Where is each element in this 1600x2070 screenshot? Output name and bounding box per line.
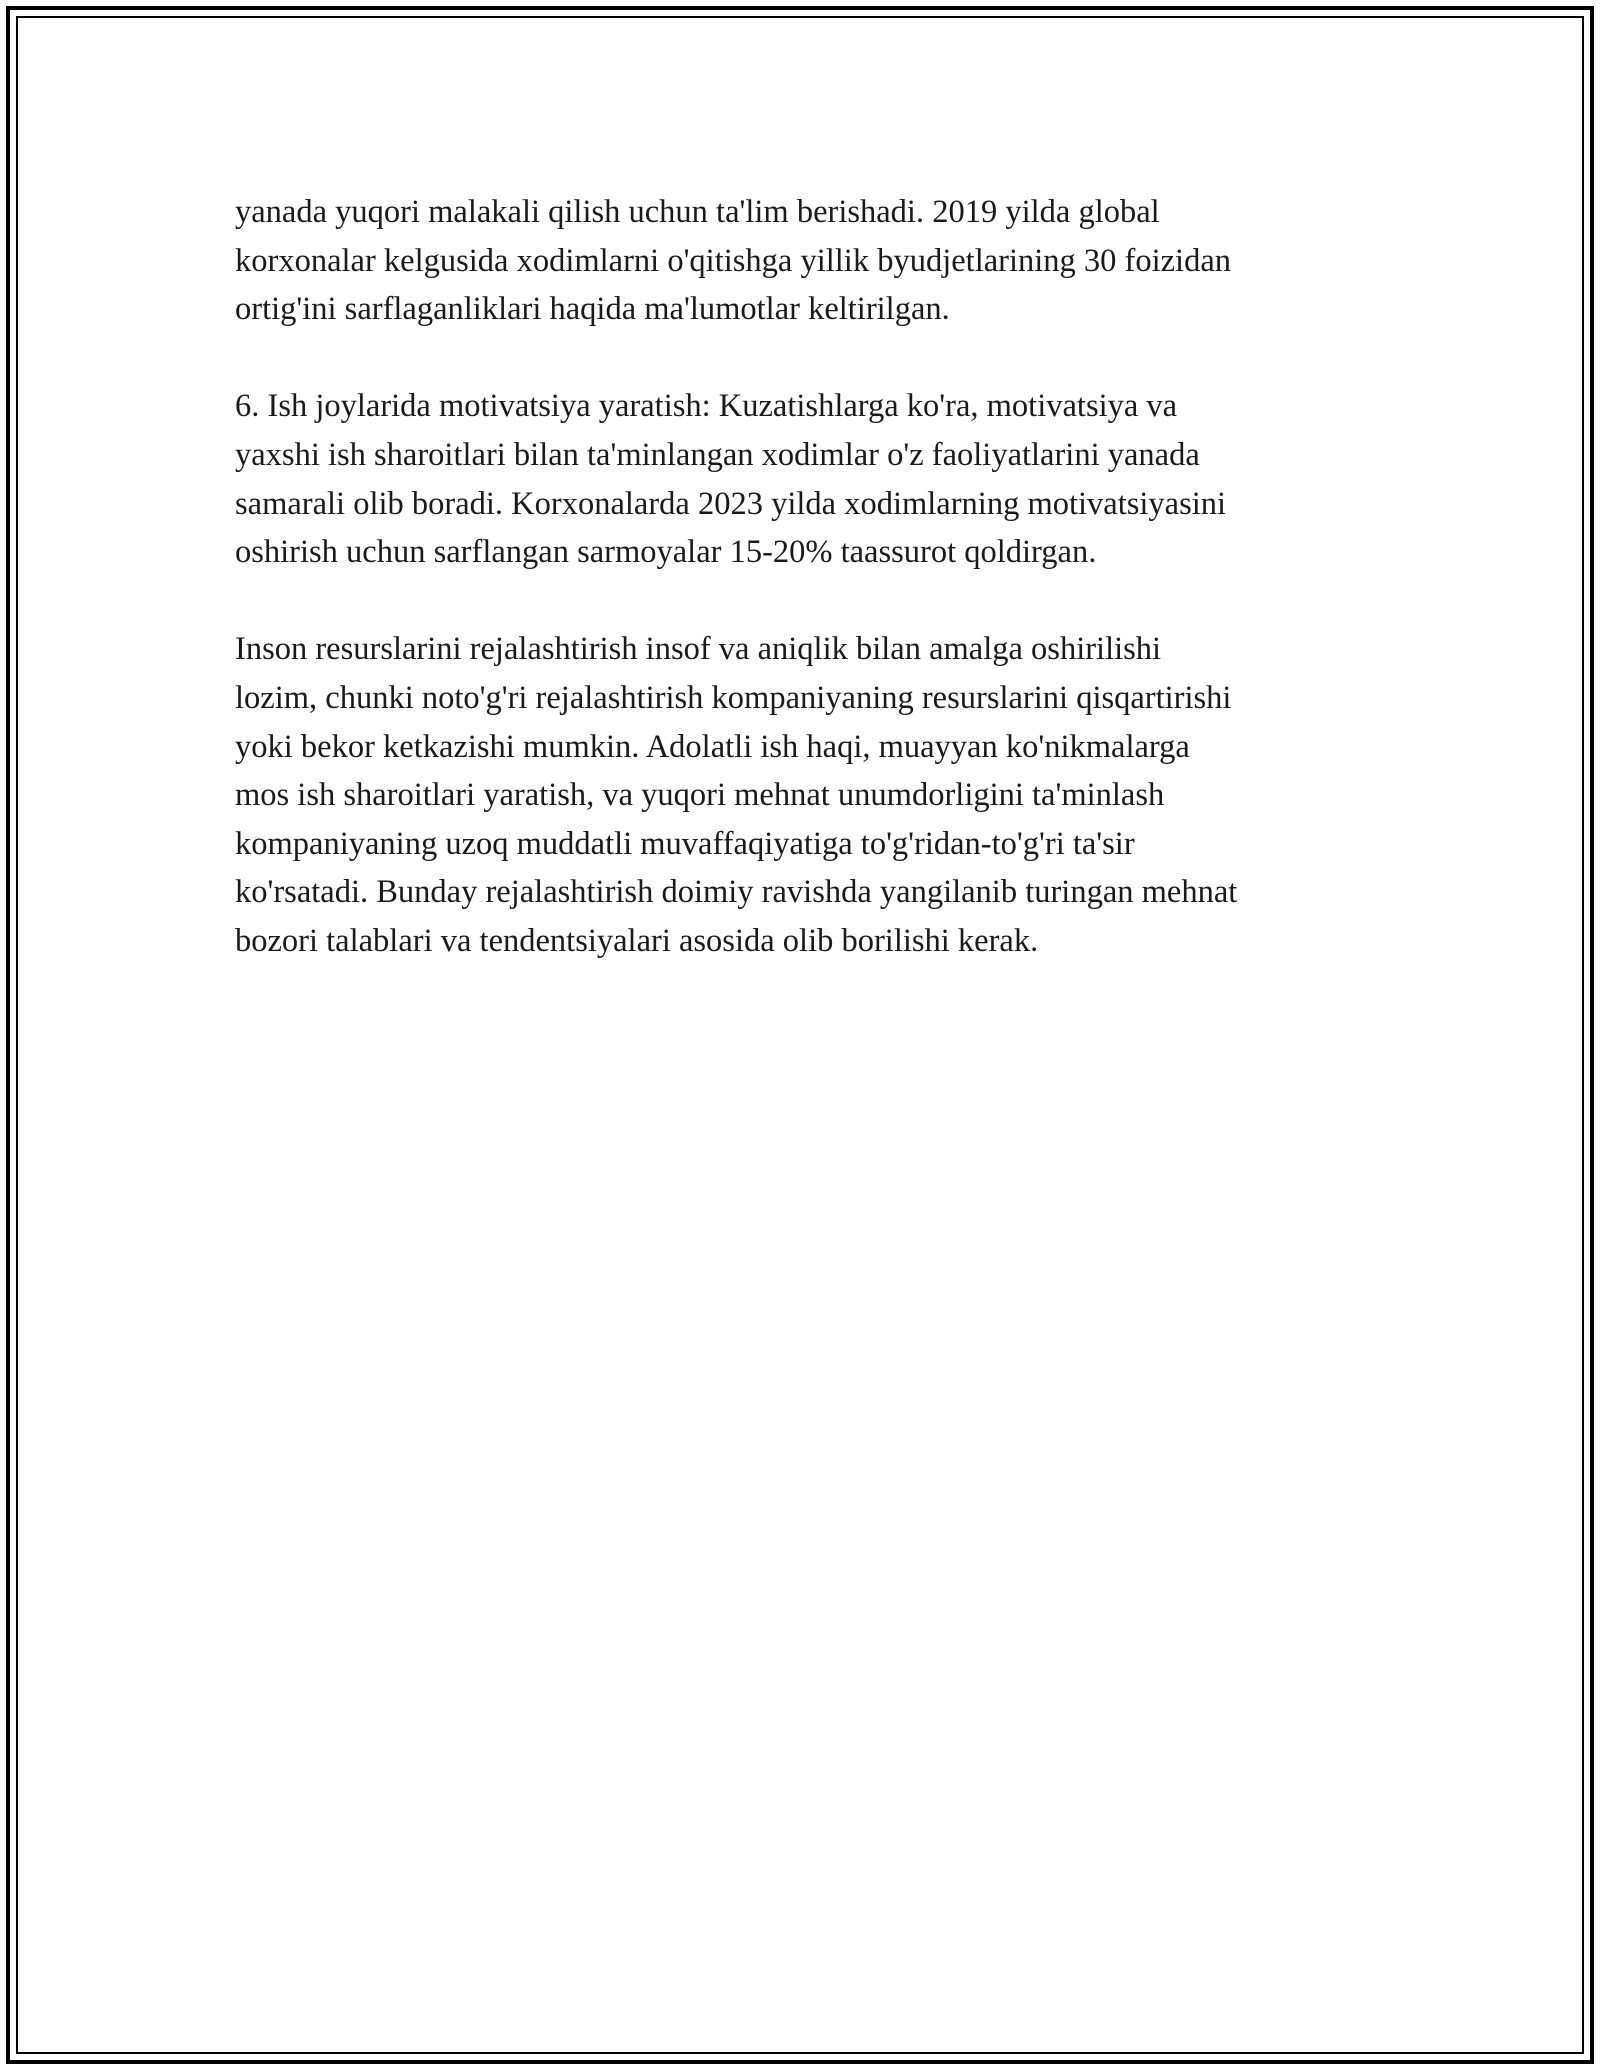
paragraph-training-budgets	[235, 188, 1405, 334]
text-line: ko'rsatadi. Bunday rejalashtirish doimiy ravishda yangilanib turingan mehnat	[235, 874, 1238, 911]
text-line: ortig'ini sarflaganliklari haqida ma'lumotlar keltirilgan.	[235, 291, 950, 328]
text-line: samarali olib boradi. Korxonalarda 2023 yilda xodimlarning motivatsiyasini	[235, 485, 1227, 522]
paragraph-hr-planning	[235, 625, 1405, 965]
text-line: Inson resurslarini rejalashtirish insof va aniqlik bilan amalga oshirilishi	[235, 631, 1162, 668]
text-line: lozim, chunki noto'g'ri rejalashtirish kompaniyaning resurslarini qisqartirishi	[235, 679, 1232, 716]
text-line: yoki bekor ketkazishi mumkin. Adolatli ish haqi, muayyan ko'nikmalarga	[235, 728, 1190, 765]
text-line: yanada yuqori malakali qilish uchun ta'lim berishadi. 2019 yilda global	[235, 194, 1160, 230]
text-line: kompaniyaning uzoq muddatli muvaffaqiyatiga to'g'ridan-to'g'ri ta'sir	[235, 825, 1135, 862]
paragraph-workplace-motivation	[235, 382, 1405, 576]
text-line: yaxshi ish sharoitlari bilan ta'minlangan xodimlar o'z faoliyatlarini yanada	[235, 436, 1200, 473]
text-line: 6. Ish joylarida motivatsiya yaratish: Kuzatishlarga ko'ra, motivatsiya va	[235, 388, 1178, 425]
text-line: oshirish uchun sarflangan sarmoyalar 15-20% taassurot qoldirgan.	[235, 534, 1097, 571]
text-line: bozori talablari va tendentsiyalari asosida olib borilishi kerak.	[235, 922, 1039, 959]
text-line: korxonalar kelgusida xodimlarni o'qitishga yillik byudjetlarining 30 foizidan	[235, 242, 1232, 279]
document-body	[235, 188, 1405, 1014]
text-line: mos ish sharoitlari yaratish, va yuqori mehnat unumdorligini ta'minlash	[235, 777, 1165, 814]
